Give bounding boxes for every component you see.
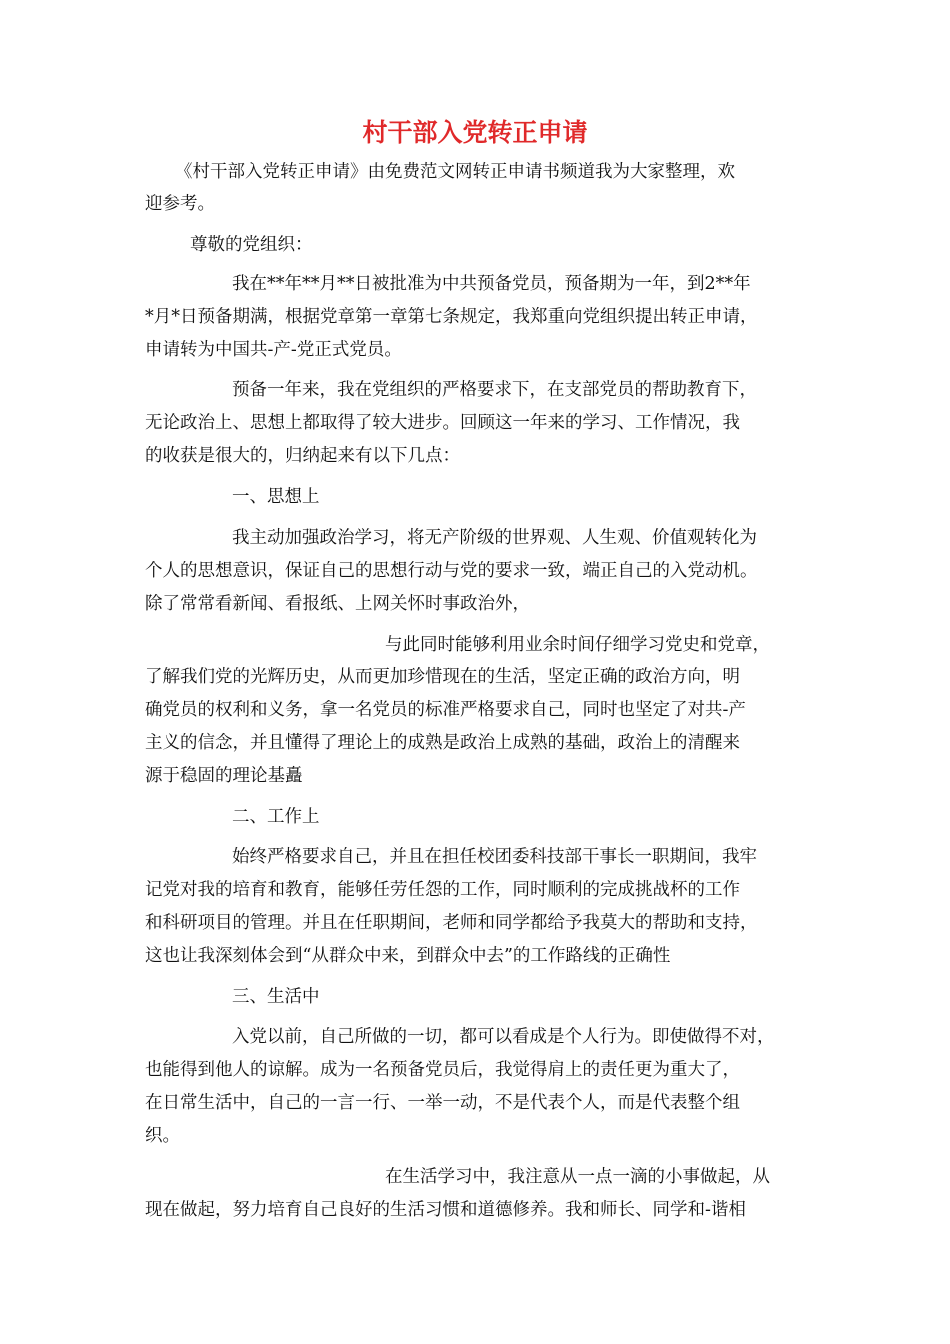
text-line: 我主动加强政治学习，将无产阶级的世界观、人生观、价值观转化为: [232, 528, 757, 548]
text-line: 了解我们党的光辉历史，从而更加珍惜现在的生活，坚定正确的政治方向，明: [145, 667, 740, 687]
text-line: 和科研项目的管理。并且在任职期间，老师和同学都给予我莫大的帮助和支持，: [145, 913, 758, 933]
text-line: 《村干部入党转正申请》由免费范文网转正申请书频道我为大家整理，欢: [175, 162, 735, 182]
text-line: 也能得到他人的谅解。成为一名预备党员后，我觉得肩上的责任更为重大了，: [145, 1060, 740, 1080]
text-line: 确党员的权利和义务，拿一名党员的标准严格要求自己，同时也坚定了对共-产: [145, 700, 746, 720]
text-line: 织。: [145, 1126, 180, 1146]
text-line: 无论政治上、思想上都取得了较大进步。回顾这一年来的学习、工作情况，我: [145, 413, 740, 433]
text-line: 预备一年来，我在党组织的严格要求下，在支部党员的帮助教育下，: [232, 380, 757, 400]
text-line: 这也让我深刻体会到“从群众中来，到群众中去”的工作路线的正确性: [145, 946, 671, 966]
text-line: 源于稳固的理论基矗: [145, 766, 303, 786]
text-line: 入党以前，自己所做的一切，都可以看成是个人行为。即使做得不对，: [232, 1027, 775, 1047]
document-title: 村干部入党转正申请: [362, 118, 588, 147]
text-line: *月*日预备期满，根据党章第一章第七条规定，我郑重向党组织提出转正申请，: [145, 307, 758, 327]
text-line: 始终严格要求自己，并且在担任校团委科技部干事长一职期间，我牢: [232, 847, 757, 867]
text-line: 申请转为中国共-产-党正式党员。: [145, 340, 402, 360]
text-line: 在日常生活中，自己的一言一行、一举一动，不是代表个人，而是代表整个组: [145, 1093, 740, 1113]
text-line: 我在**年**月**日被批准为中共预备党员，预备期为一年，到2**年: [232, 274, 751, 294]
text-line: 除了常常看新闻、看报纸、上网关怀时事政治外，: [145, 594, 530, 614]
text-line: 与此同时能够利用业余时间仔细学习党史和党章，: [385, 635, 770, 655]
text-line: 的收获是很大的，归纳起来有以下几点：: [145, 446, 460, 466]
text-line: 现在做起，努力培育自己良好的生活习惯和道德修养。我和师长、同学和-谐相: [145, 1200, 746, 1220]
section-heading: 二、工作上: [232, 807, 320, 827]
salutation: 尊敬的党组织：: [190, 235, 313, 255]
text-line: 在生活学习中，我注意从一点一滴的小事做起，从: [385, 1167, 770, 1187]
text-line: 个人的思想意识，保证自己的思想行动与党的要求一致，端正自己的入党动机。: [145, 561, 758, 581]
section-heading: 一、思想上: [232, 487, 320, 507]
section-heading: 三、生活中: [232, 987, 320, 1007]
text-line: 主义的信念，并且懂得了理论上的成熟是政治上成熟的基础，政治上的清醒来: [145, 733, 740, 753]
text-line: 迎参考。: [145, 194, 215, 214]
text-line: 记党对我的培育和教育，能够任劳任怨的工作，同时顺利的完成挑战杯的工作: [145, 880, 740, 900]
